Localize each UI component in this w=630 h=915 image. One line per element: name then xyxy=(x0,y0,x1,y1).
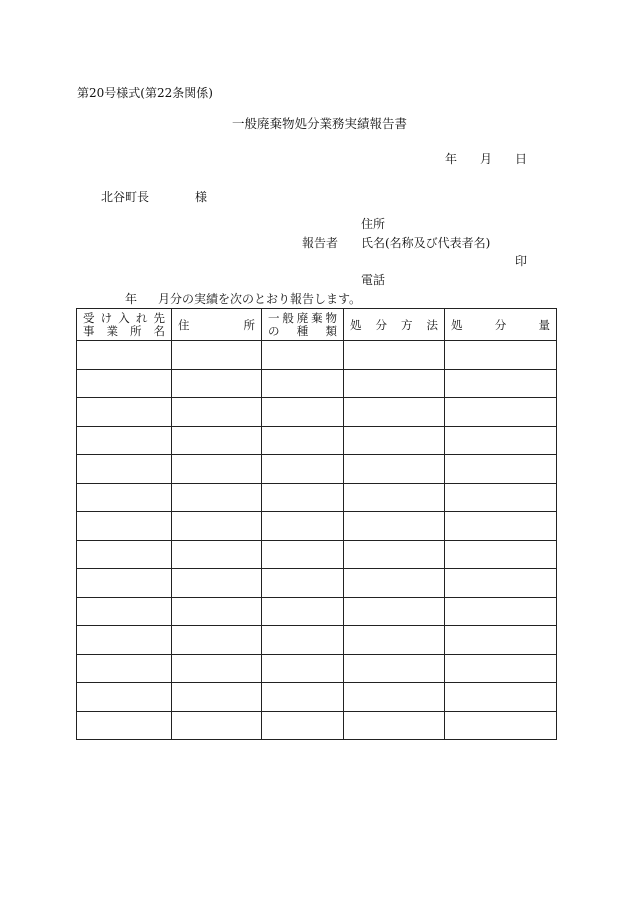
table-cell[interactable] xyxy=(445,341,557,370)
disposal-record-table xyxy=(76,308,557,740)
table-cell[interactable] xyxy=(77,626,172,655)
table-row xyxy=(77,455,557,484)
form-number: 第20号様式(第22条関係) xyxy=(77,86,213,100)
addressee-honorific: 様 xyxy=(195,190,208,204)
reporter-address-label: 住所 xyxy=(361,217,386,231)
table-cell[interactable] xyxy=(344,512,445,541)
header-char: 廃 xyxy=(296,310,309,325)
table-row xyxy=(77,683,557,712)
header-char: の xyxy=(268,323,280,338)
document-title: 一般廃棄物処分業務実績報告書 xyxy=(232,116,408,131)
header-char: 棄 xyxy=(311,310,323,325)
table-cell[interactable] xyxy=(445,711,557,740)
table-cell[interactable] xyxy=(77,369,172,398)
reporter-seal: 印 xyxy=(515,254,528,268)
header-char: 分 xyxy=(494,317,507,332)
header-line xyxy=(172,317,261,333)
table-cell[interactable] xyxy=(344,683,445,712)
header-char: 方 xyxy=(401,317,413,332)
table-cell[interactable] xyxy=(77,483,172,512)
table-cell[interactable] xyxy=(344,711,445,740)
header-char: 処 xyxy=(350,317,362,332)
header-char: け xyxy=(100,310,113,325)
table-cell[interactable] xyxy=(172,683,262,712)
header-char: 法 xyxy=(426,317,438,332)
table-cell[interactable] xyxy=(262,426,344,455)
table-cell[interactable] xyxy=(77,569,172,598)
table-cell[interactable] xyxy=(445,426,557,455)
table-cell[interactable] xyxy=(172,626,262,655)
table-cell[interactable] xyxy=(262,483,344,512)
header-line xyxy=(262,325,343,338)
table-cell[interactable] xyxy=(172,540,262,569)
table-row xyxy=(77,426,557,455)
header-char: 処 xyxy=(451,317,463,332)
table-cell[interactable] xyxy=(344,483,445,512)
header-char: 種 xyxy=(296,323,309,338)
table-row xyxy=(77,654,557,683)
header-char: 分 xyxy=(375,317,387,332)
header-address xyxy=(172,309,262,341)
table-cell[interactable] xyxy=(344,369,445,398)
table-cell[interactable] xyxy=(172,711,262,740)
table-cell[interactable] xyxy=(77,426,172,455)
reporter-phone-label: 電話 xyxy=(361,273,386,287)
table-body xyxy=(77,341,557,740)
table-cell[interactable] xyxy=(262,683,344,712)
table-cell[interactable] xyxy=(77,341,172,370)
header-char: 業 xyxy=(106,323,118,338)
table-cell[interactable] xyxy=(344,540,445,569)
header-char: 入 xyxy=(118,310,130,325)
header-char: 量 xyxy=(538,317,550,332)
table-cell[interactable] xyxy=(77,597,172,626)
table-cell[interactable] xyxy=(344,569,445,598)
intro-year: 年 xyxy=(125,292,138,306)
header-char: 受 xyxy=(83,310,95,325)
table-cell[interactable] xyxy=(262,398,344,427)
table-cell[interactable] xyxy=(77,512,172,541)
table-header-row xyxy=(77,309,557,341)
table-cell[interactable] xyxy=(262,626,344,655)
table-row xyxy=(77,398,557,427)
header-line xyxy=(344,317,444,333)
table-cell[interactable] xyxy=(77,455,172,484)
table-cell[interactable] xyxy=(77,654,172,683)
header-char: 類 xyxy=(325,323,337,338)
table-cell[interactable] xyxy=(445,683,557,712)
table-row xyxy=(77,540,557,569)
table-cell[interactable] xyxy=(445,597,557,626)
table-cell[interactable] xyxy=(445,512,557,541)
header-char: 先 xyxy=(153,310,165,325)
table-cell[interactable] xyxy=(445,540,557,569)
table-cell[interactable] xyxy=(172,569,262,598)
table-cell[interactable] xyxy=(77,683,172,712)
table-cell[interactable] xyxy=(172,426,262,455)
header-char: 住 xyxy=(178,317,190,332)
table-cell[interactable] xyxy=(172,369,262,398)
table-cell[interactable] xyxy=(172,398,262,427)
table-cell[interactable] xyxy=(262,341,344,370)
header-char: 一 xyxy=(268,310,280,325)
header-waste-type xyxy=(262,309,344,341)
date-month: 月 xyxy=(480,152,493,166)
header-line xyxy=(77,325,171,338)
table-cell[interactable] xyxy=(344,426,445,455)
table-cell[interactable] xyxy=(172,341,262,370)
header-disposal-amount xyxy=(445,309,557,341)
header-disposal-method xyxy=(344,309,445,341)
table-cell[interactable] xyxy=(344,626,445,655)
header-char: 所 xyxy=(243,317,255,332)
table-row xyxy=(77,626,557,655)
reporter-label: 報告者 xyxy=(302,236,339,250)
date-day: 日 xyxy=(515,152,528,166)
table-cell[interactable] xyxy=(344,398,445,427)
table-row xyxy=(77,569,557,598)
header-char: れ xyxy=(135,310,148,325)
table-cell[interactable] xyxy=(344,455,445,484)
table-cell[interactable] xyxy=(172,455,262,484)
table-cell[interactable] xyxy=(172,654,262,683)
intro-text: 月分の実績を次のとおり報告します。 xyxy=(158,292,362,306)
reporter-name-label: 氏名(名称及び代表者名) xyxy=(361,236,491,250)
table-cell[interactable] xyxy=(262,654,344,683)
header-char: 物 xyxy=(325,310,337,325)
table-cell[interactable] xyxy=(445,455,557,484)
table-cell[interactable] xyxy=(77,540,172,569)
table-cell[interactable] xyxy=(262,455,344,484)
header-char: 所 xyxy=(130,323,142,338)
addressee-name: 北谷町長 xyxy=(101,190,150,204)
table-row xyxy=(77,483,557,512)
header-line xyxy=(445,317,556,333)
table-cell[interactable] xyxy=(262,569,344,598)
table-cell[interactable] xyxy=(262,711,344,740)
table-row xyxy=(77,341,557,370)
table-cell[interactable] xyxy=(262,369,344,398)
table-cell[interactable] xyxy=(445,654,557,683)
table-cell[interactable] xyxy=(262,512,344,541)
table-cell[interactable] xyxy=(77,398,172,427)
header-line xyxy=(77,312,171,325)
table-row xyxy=(77,597,557,626)
date-year: 年 xyxy=(445,152,458,166)
table-cell[interactable] xyxy=(172,597,262,626)
table-cell[interactable] xyxy=(262,597,344,626)
table-cell[interactable] xyxy=(344,341,445,370)
header-receiving-facility xyxy=(77,309,172,341)
table-row xyxy=(77,512,557,541)
table-cell[interactable] xyxy=(445,626,557,655)
table-cell[interactable] xyxy=(445,569,557,598)
table-cell[interactable] xyxy=(445,369,557,398)
table-cell[interactable] xyxy=(344,597,445,626)
table-cell[interactable] xyxy=(172,512,262,541)
header-line xyxy=(262,312,343,325)
table-cell[interactable] xyxy=(344,654,445,683)
header-char: 般 xyxy=(282,310,294,325)
table-cell[interactable] xyxy=(262,540,344,569)
header-char: 名 xyxy=(153,323,165,338)
table-cell[interactable] xyxy=(445,483,557,512)
table-row xyxy=(77,711,557,740)
table-cell[interactable] xyxy=(445,398,557,427)
table-row xyxy=(77,369,557,398)
table-cell[interactable] xyxy=(172,483,262,512)
table-cell[interactable] xyxy=(77,711,172,740)
header-char: 事 xyxy=(83,323,95,338)
